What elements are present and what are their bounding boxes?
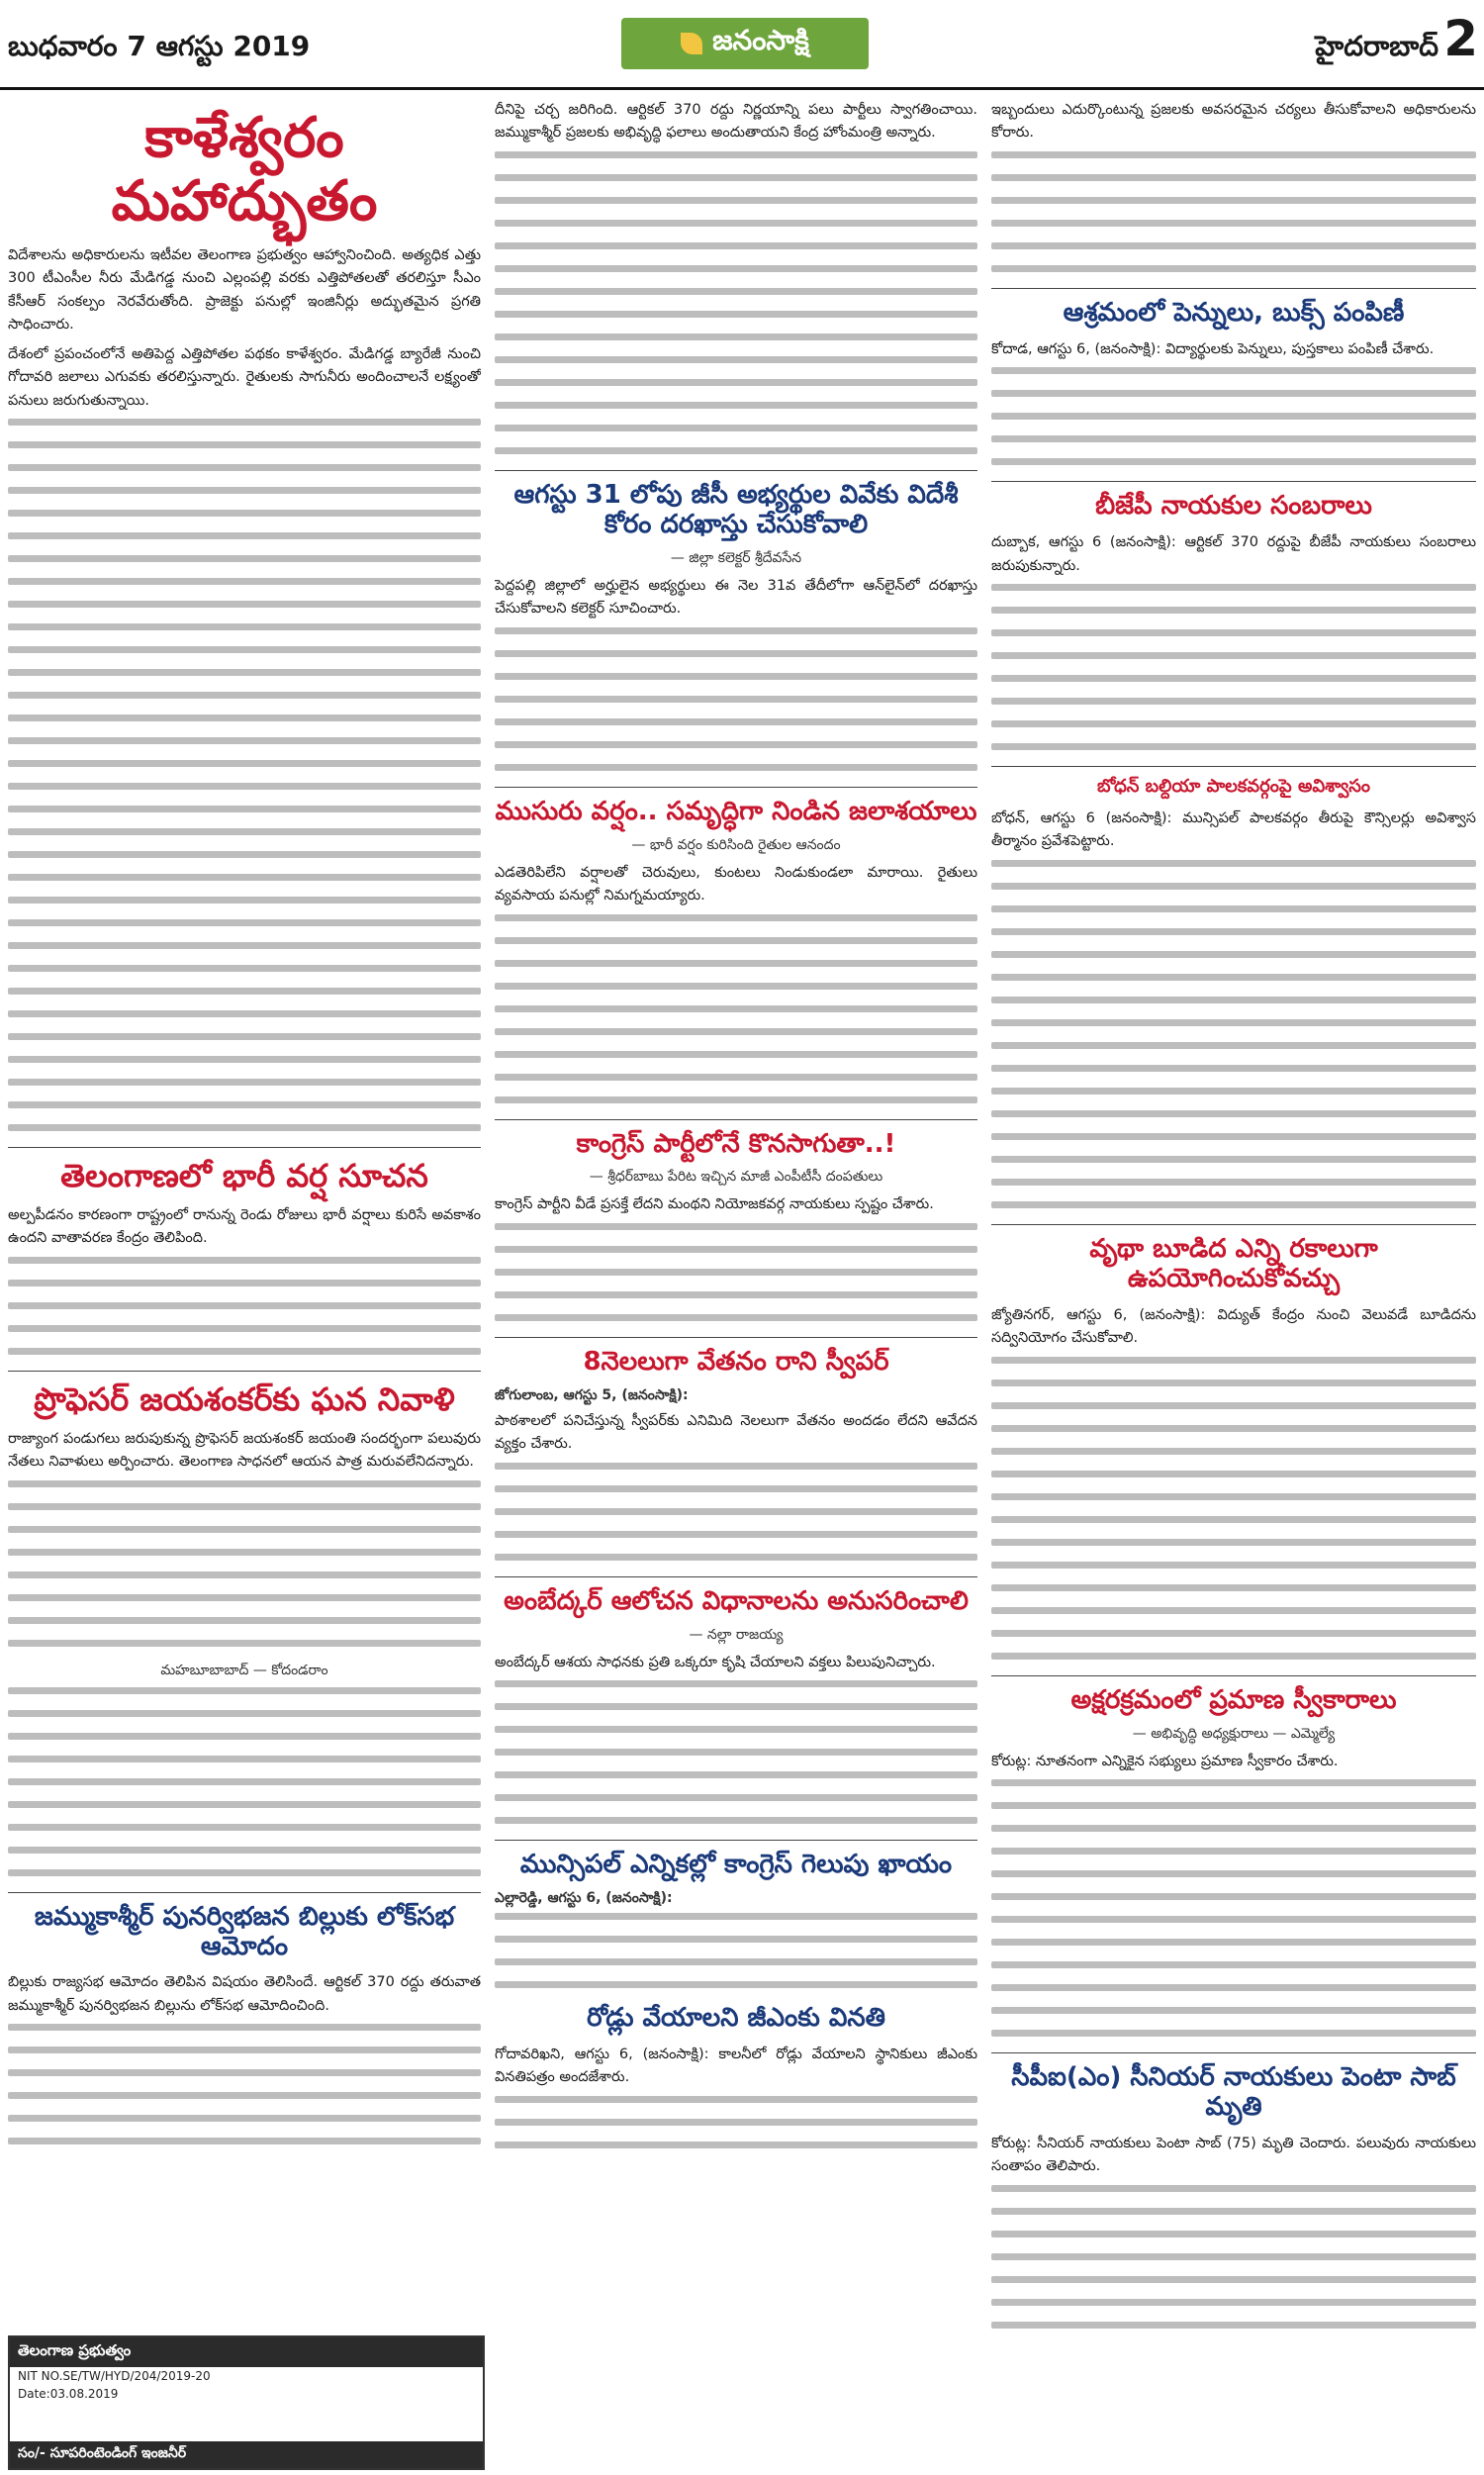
- article-text: బిల్లుకు రాజ్యసభ ఆమోదం తెలిపిన విషయం తెలిసిందే. ఆర్టికల్ 370 రద్దు తరువాత జమ్ముకాశ్మీర్ పునర్విభజన బిల్లును లోక్‌సభ ఆమోదించింది.: [8, 1974, 481, 2014]
- text-block: [8, 419, 481, 1131]
- lead-headline: కాళేశ్వరం మహాద్భుతం: [111, 106, 378, 235]
- headline: ప్రొఫెసర్ జయశంకర్‌కు ఘన నివాళి: [34, 1380, 455, 1418]
- byline: మహబూబాబాద్ — కోదండరాం: [160, 1662, 328, 1678]
- headline: బోధన్ బల్దియా పాలకవర్గంపై అవిశ్వాసం: [1096, 776, 1371, 798]
- byline: — భారీ వర్షం కురిసింది రైతుల ఆనందం: [631, 836, 841, 853]
- headline: ముసురు వర్షం.. సమృద్ధిగా నిండిన జలాశయాలు: [495, 796, 977, 826]
- text-block: [495, 627, 977, 771]
- text-block: [495, 1463, 977, 1561]
- text-block: [991, 151, 1476, 272]
- column-middle: [495, 99, 977, 2464]
- article-text: గోదావరిఖని, ఆగస్టు 6, (జనంసాక్షి): కాలనీలో రోడ్లు వేయాలని స్థానికులు జీఎంకు వినతిపత్రం అందజేశారు.: [495, 2046, 977, 2086]
- page-number: 2: [1443, 10, 1478, 67]
- text-block: [991, 1779, 1476, 2037]
- text-block: [991, 367, 1476, 465]
- article-text: అంబేద్కర్ ఆశయ సాధనకు ప్రతి ఒక్కరూ కృషి చేయాలని వక్తలు పిలుపునిచ్చారు.: [495, 1654, 936, 1670]
- article-text: కాంగ్రెస్ పార్టీని వీడే ప్రసక్తే లేదని మంథని నియోజకవర్గ నాయకులు స్పష్టం చేశారు.: [495, 1196, 934, 1213]
- text-block: [495, 1223, 977, 1321]
- text-block: [991, 584, 1476, 750]
- article-text: విదేశాలను అధికారులను ఇటీవల తెలంగాణ ప్రభుత్వం ఆహ్వానించింది. అత్యధిక ఎత్తు 300 టీఎంసీల నీరు మేడిగడ్డ నుంచి ఎల్లంపల్లి వరకు ఎత్తిపోతలతో తరలిస్తూ సీఎం కేసీఆర్ సంకల్పం నెరవేరుతోంది. ప్రాజెక్టు పనుల్లో ఇంజినీర్లు అద్భుతమైన ప్రగతి సాధించారు.: [8, 246, 481, 333]
- article-text: ఎడతెరిపిలేని వర్షాలతో చెరువులు, కుంటలు నిండుకుండలా మారాయి. రైతులు వ్యవసాయ పనుల్లో నిమగ్నమయ్యారు.: [495, 864, 977, 904]
- article-text: దీనిపై చర్చ జరిగింది. ఆర్టికల్ 370 రద్దు నిర్ణయాన్ని పలు పార్టీలు స్వాగతించాయి. జమ్ముకాశ్మీర్ ప్రజలకు అభివృద్ధి ఫలాలు అందుతాయని కేంద్ర హోంమంత్రి అన్నారు.: [495, 102, 977, 142]
- byline: — శ్రీధర్‌బాబు పేరిట ఇచ్చిన మాజీ ఎంపీటీసీ దంపతులు: [589, 1169, 883, 1186]
- article-text: కోరుట్ల: సీనియర్ నాయకులు పెంటా సాబ్ (75) మృతి చెందారు. పలువురు నాయకులు సంతాపం తెలిపారు.: [991, 2135, 1476, 2175]
- article-text: ఇబ్బందులు ఎదుర్కొంటున్న ప్రజలకు అవసరమైన చర్యలు తీసుకోవాలని అధికారులను కోరారు.: [991, 102, 1476, 142]
- column-right: [991, 99, 1476, 2464]
- text-block: [991, 2185, 1476, 2329]
- article-text: దుబ్బాక, ఆగస్టు 6 (జనంసాక్షి): ఆర్టికల్ 370 రద్దుపై బీజేపీ నాయకులు సంబరాలు జరుపుకున్నారు.: [991, 534, 1476, 574]
- article-text: రాజ్యాంగ పండుగలు జరుపుకున్న ప్రొఫెసర్ జయశంకర్ జయంతి సందర్భంగా పలువురు నేతలు నివాళులు అర్పించారు. తెలంగాణ సాధనలో ఆయన పాత్ర మరువలేనిదన్నారు.: [8, 1430, 481, 1471]
- text-block: [8, 1257, 481, 1355]
- notice-title: తెలంగాణ ప్రభుత్వం: [10, 2337, 483, 2367]
- text-block: [495, 2096, 977, 2148]
- byline: — జిల్లా కలెక్టర్ శ్రీదేవసేన: [670, 549, 802, 566]
- article-text: జ్యోతినగర్, ఆగస్టు 6, (జనంసాక్షి): విద్యుత్ కేంద్రం నుంచి వెలువడే బూడిదను సద్వినియోగం చేసుకోవాలి.: [991, 1306, 1476, 1347]
- dateline: ఎల్లారెడ్డి, ఆగస్టు 6, (జనంసాక్షి):: [495, 1890, 673, 1907]
- text-block: [495, 1913, 977, 1988]
- headline: సీపీఐ(ఎం) సీనియర్ నాయకులు పెంటా సాబ్ మృతి: [1011, 2061, 1456, 2122]
- text-block: [495, 1680, 977, 1824]
- headline: అంబేద్కర్ ఆలోచన విధానాలను అనుసరించాలి: [504, 1585, 969, 1616]
- edition-city: హైదరాబాద్: [1315, 30, 1438, 62]
- issue-date: బుధవారం 7 ఆగస్టు 2019: [8, 30, 311, 62]
- byline: — అభివృద్ధి అధ్యక్షురాలు — ఎమ్మెల్యే: [1132, 1725, 1336, 1742]
- headline: వృథా బూడిద ఎన్ని రకాలుగా ఉపయోగించుకోవచ్చు: [1089, 1233, 1378, 1293]
- newspaper-logo: [621, 18, 869, 69]
- headline: అక్షరక్రమంలో ప్రమాణ స్వీకారాలు: [1070, 1684, 1397, 1715]
- notice-date: Date:03.08.2019: [18, 2387, 119, 2401]
- headline: బీజేపీ నాయకుల సంబరాలు: [1095, 491, 1372, 522]
- article-text: కోరుట్ల: నూతనంగా ఎన్నికైన సభ్యులు ప్రమాణ స్వీకారం చేశారు.: [991, 1753, 1339, 1769]
- headline: ఆగస్టు 31 లోపు జీసీ అభ్యర్థుల వివేకు విదేశీ కోరం దరఖాస్తు చేసుకోవాలి: [513, 479, 959, 539]
- text-block: [8, 1480, 481, 1647]
- byline: — నల్లా రాజయ్య: [689, 1626, 784, 1643]
- logo-text: జనంసాక్షి: [712, 24, 809, 56]
- text-block: [991, 860, 1476, 1208]
- text-block: [991, 1357, 1476, 1660]
- headline: తెలంగాణలో భారీ వర్ష సూచన: [60, 1157, 428, 1195]
- government-notice: [8, 2335, 485, 2470]
- text-block: [495, 151, 977, 454]
- article-text: బోధన్, ఆగస్టు 6 (జనంసాక్షి): మున్సిపల్ పాలకవర్గం తీరుపై కౌన్సిలర్లు అవిశ్వాస తీర్మానం ప్రవేశపెట్టారు.: [991, 809, 1476, 850]
- headline: మున్సిపల్ ఎన్నికల్లో కాంగ్రెస్ గెలుపు ఖాయం: [519, 1850, 953, 1880]
- notice-number: NIT NO.SE/TW/HYD/204/2019-20: [18, 2369, 211, 2383]
- headline: ఆశ్రమంలో పెన్నులు, బుక్స్ పంపిణీ: [1063, 297, 1405, 328]
- headline: కాంగ్రెస్ పార్టీలోనే కొనసాగుతా..!: [576, 1128, 896, 1159]
- notice-signature: సం/- సూపరింటెండింగ్ ఇంజనీర్: [10, 2441, 483, 2468]
- headline: జమ్ముకాశ్మీర్ పునర్విభజన బిల్లుకు లోక్‌సభ ఆమోదం: [34, 1901, 455, 1961]
- headline: రోడ్లు వేయాలని జీఎంకు వినతి: [587, 2003, 885, 2034]
- article-text: పాఠశాలలో పనిచేస్తున్న స్వీపర్‌కు ఎనిమిది నెలలుగా వేతనం అందడం లేదని ఆవేదన వ్యక్తం చేశారు.: [495, 1412, 977, 1453]
- masthead: [0, 0, 1484, 90]
- dateline: జోగులాంబ, ఆగస్టు 5, (జనంసాక్షి):: [495, 1386, 689, 1403]
- column-left: [8, 99, 481, 2326]
- headline: 8నెలలుగా వేతనం రాని స్వీపర్: [583, 1346, 889, 1377]
- article-text: దేశంలో ప్రపంచంలోనే అతిపెద్ద ఎత్తిపోతల పథకం కాళేశ్వరం. మేడిగడ్డ బ్యారేజీ నుంచి గోదావరి జలాలు ఎగువకు తరలిస్తున్నారు. రైతులకు సాగునీరు అందించాలనే లక్ష్యంతో పనులు జరుగుతున్నాయి.: [8, 345, 481, 409]
- article-text: పెద్దపల్లి జిల్లాలో అర్హులైన అభ్యర్థులు ఈ నెల 31వ తేదీలోగా ఆన్‌లైన్‌లో దరఖాస్తు చేసుకోవాలని కలెక్టర్ సూచించారు.: [495, 577, 977, 618]
- text-block: [8, 2024, 481, 2144]
- article-text: అల్పపీడనం కారణంగా రాష్ట్రంలో రానున్న రెండు రోజులు భారీ వర్షాలు కురిసే అవకాశం ఉందని వాతావరణ కేంద్రం తెలిపింది.: [8, 1206, 481, 1247]
- article-text: కోదాడ, ఆగస్టు 6, (జనంసాక్షి): విద్యార్థులకు పెన్నులు, పుస్తకాలు పంపిణీ చేశారు.: [991, 340, 1435, 357]
- text-block: [8, 1687, 481, 1876]
- text-block: [495, 914, 977, 1103]
- leaf-icon: [681, 33, 702, 54]
